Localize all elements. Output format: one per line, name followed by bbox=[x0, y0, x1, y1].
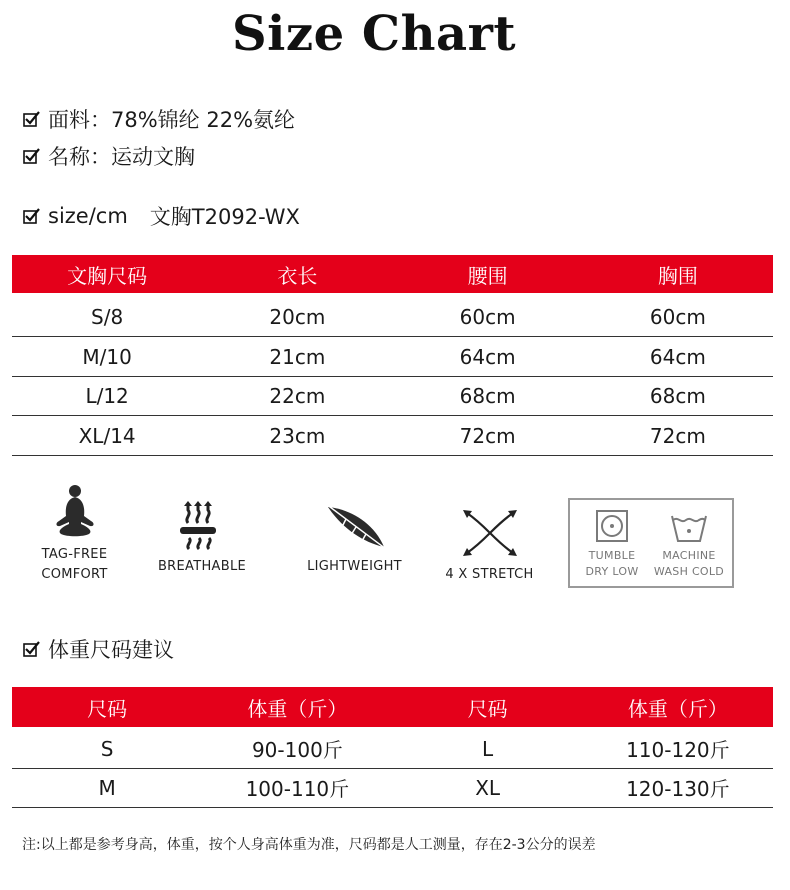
care-label: WASH COLD bbox=[653, 565, 725, 578]
name-text: 名称：运动文胸 bbox=[48, 145, 195, 169]
care-machine-wash bbox=[650, 508, 728, 580]
table-cell: S/8 bbox=[91, 304, 124, 329]
table-cell: 72cm bbox=[649, 423, 706, 448]
weight-header-cell: 体重（斤） bbox=[627, 696, 728, 721]
table-cell: L/12 bbox=[85, 383, 129, 408]
table-cell: 64cm bbox=[459, 344, 516, 369]
feather-icon bbox=[320, 538, 390, 557]
feature-lightweight bbox=[292, 501, 417, 577]
table-cell: 23cm bbox=[269, 423, 326, 448]
care-instructions-box bbox=[568, 498, 734, 588]
table-cell: 72cm bbox=[459, 423, 516, 448]
weight-header-cell: 尺码 bbox=[467, 696, 508, 721]
table-row bbox=[12, 729, 773, 769]
tumble-dry-icon bbox=[594, 529, 630, 548]
care-label: MACHINE bbox=[662, 549, 716, 562]
table-cell: 20cm bbox=[269, 304, 326, 329]
page-title: Size Chart bbox=[231, 6, 517, 62]
model-text: 文胸T2092-WX bbox=[149, 205, 300, 229]
table-cell: 68cm bbox=[459, 383, 516, 408]
table-cell: 90-100斤 bbox=[251, 738, 343, 762]
stretch-icon bbox=[457, 546, 523, 565]
table-cell: XL/14 bbox=[78, 423, 136, 448]
size-header-cell: 胸围 bbox=[657, 263, 698, 288]
table-cell: S bbox=[100, 736, 114, 761]
fabric-text: 面料：78%锦纶 22%氨纶 bbox=[48, 108, 296, 132]
feature-label: LIGHTWEIGHT bbox=[307, 559, 402, 574]
table-cell: M bbox=[98, 775, 116, 800]
check-icon bbox=[22, 109, 42, 129]
weight-header-cell: 尺码 bbox=[87, 696, 128, 721]
weight-section-title bbox=[22, 634, 174, 664]
care-label: DRY LOW bbox=[585, 565, 639, 578]
table-cell: 60cm bbox=[649, 304, 706, 329]
size-unit-line bbox=[22, 201, 300, 231]
feature-label: 4 X STRETCH bbox=[445, 567, 534, 582]
feature-label: COMFORT bbox=[41, 567, 108, 582]
name-line bbox=[22, 141, 195, 171]
check-icon bbox=[22, 639, 42, 659]
table-cell: 22cm bbox=[269, 383, 326, 408]
table-cell: 64cm bbox=[649, 344, 706, 369]
size-header-cell: 文胸尺码 bbox=[67, 263, 148, 288]
size-header-cell: 腰围 bbox=[467, 263, 508, 288]
fabric-line bbox=[22, 104, 295, 134]
table-cell: 100-110斤 bbox=[245, 777, 350, 801]
table-row bbox=[12, 376, 773, 416]
breathable-icon bbox=[174, 538, 230, 557]
care-tumble-dry bbox=[576, 508, 648, 580]
table-cell: XL bbox=[475, 775, 501, 800]
feature-label: BREATHABLE bbox=[157, 559, 247, 574]
table-cell: 21cm bbox=[269, 344, 326, 369]
table-row bbox=[12, 297, 773, 337]
table-cell: 120-130斤 bbox=[626, 777, 730, 801]
weight-title-text: 体重尺码建议 bbox=[48, 638, 174, 662]
table-cell: M/10 bbox=[82, 344, 132, 369]
size-header-cell: 衣长 bbox=[277, 263, 318, 288]
weight-header-cell: 体重（斤） bbox=[247, 696, 348, 721]
feature-breathable bbox=[147, 501, 257, 577]
check-icon bbox=[22, 146, 42, 166]
feature-icons bbox=[12, 495, 773, 590]
table-cell: L bbox=[482, 736, 494, 761]
feature-tag-free bbox=[22, 483, 127, 585]
table-cell: 110-120斤 bbox=[626, 738, 730, 762]
table-row bbox=[12, 337, 773, 377]
check-icon bbox=[22, 206, 42, 226]
table-row bbox=[12, 416, 773, 456]
table-cell: 60cm bbox=[459, 304, 516, 329]
feature-stretch bbox=[432, 505, 547, 585]
size-table-header bbox=[12, 255, 773, 293]
size-unit-text: size/cm bbox=[48, 204, 128, 228]
feature-label: TAG-FREE bbox=[41, 547, 108, 562]
table-cell: 68cm bbox=[649, 383, 706, 408]
machine-wash-icon bbox=[669, 529, 709, 548]
care-label: TUMBLE bbox=[588, 549, 636, 562]
table-row bbox=[12, 768, 773, 808]
weight-table-header bbox=[12, 687, 773, 727]
footnote: 注:以上都是参考身高，体重，按个人身高体重为准，尺码都是人工测量，存在2-3公分的误差 bbox=[22, 837, 596, 853]
yoga-icon bbox=[45, 526, 105, 545]
